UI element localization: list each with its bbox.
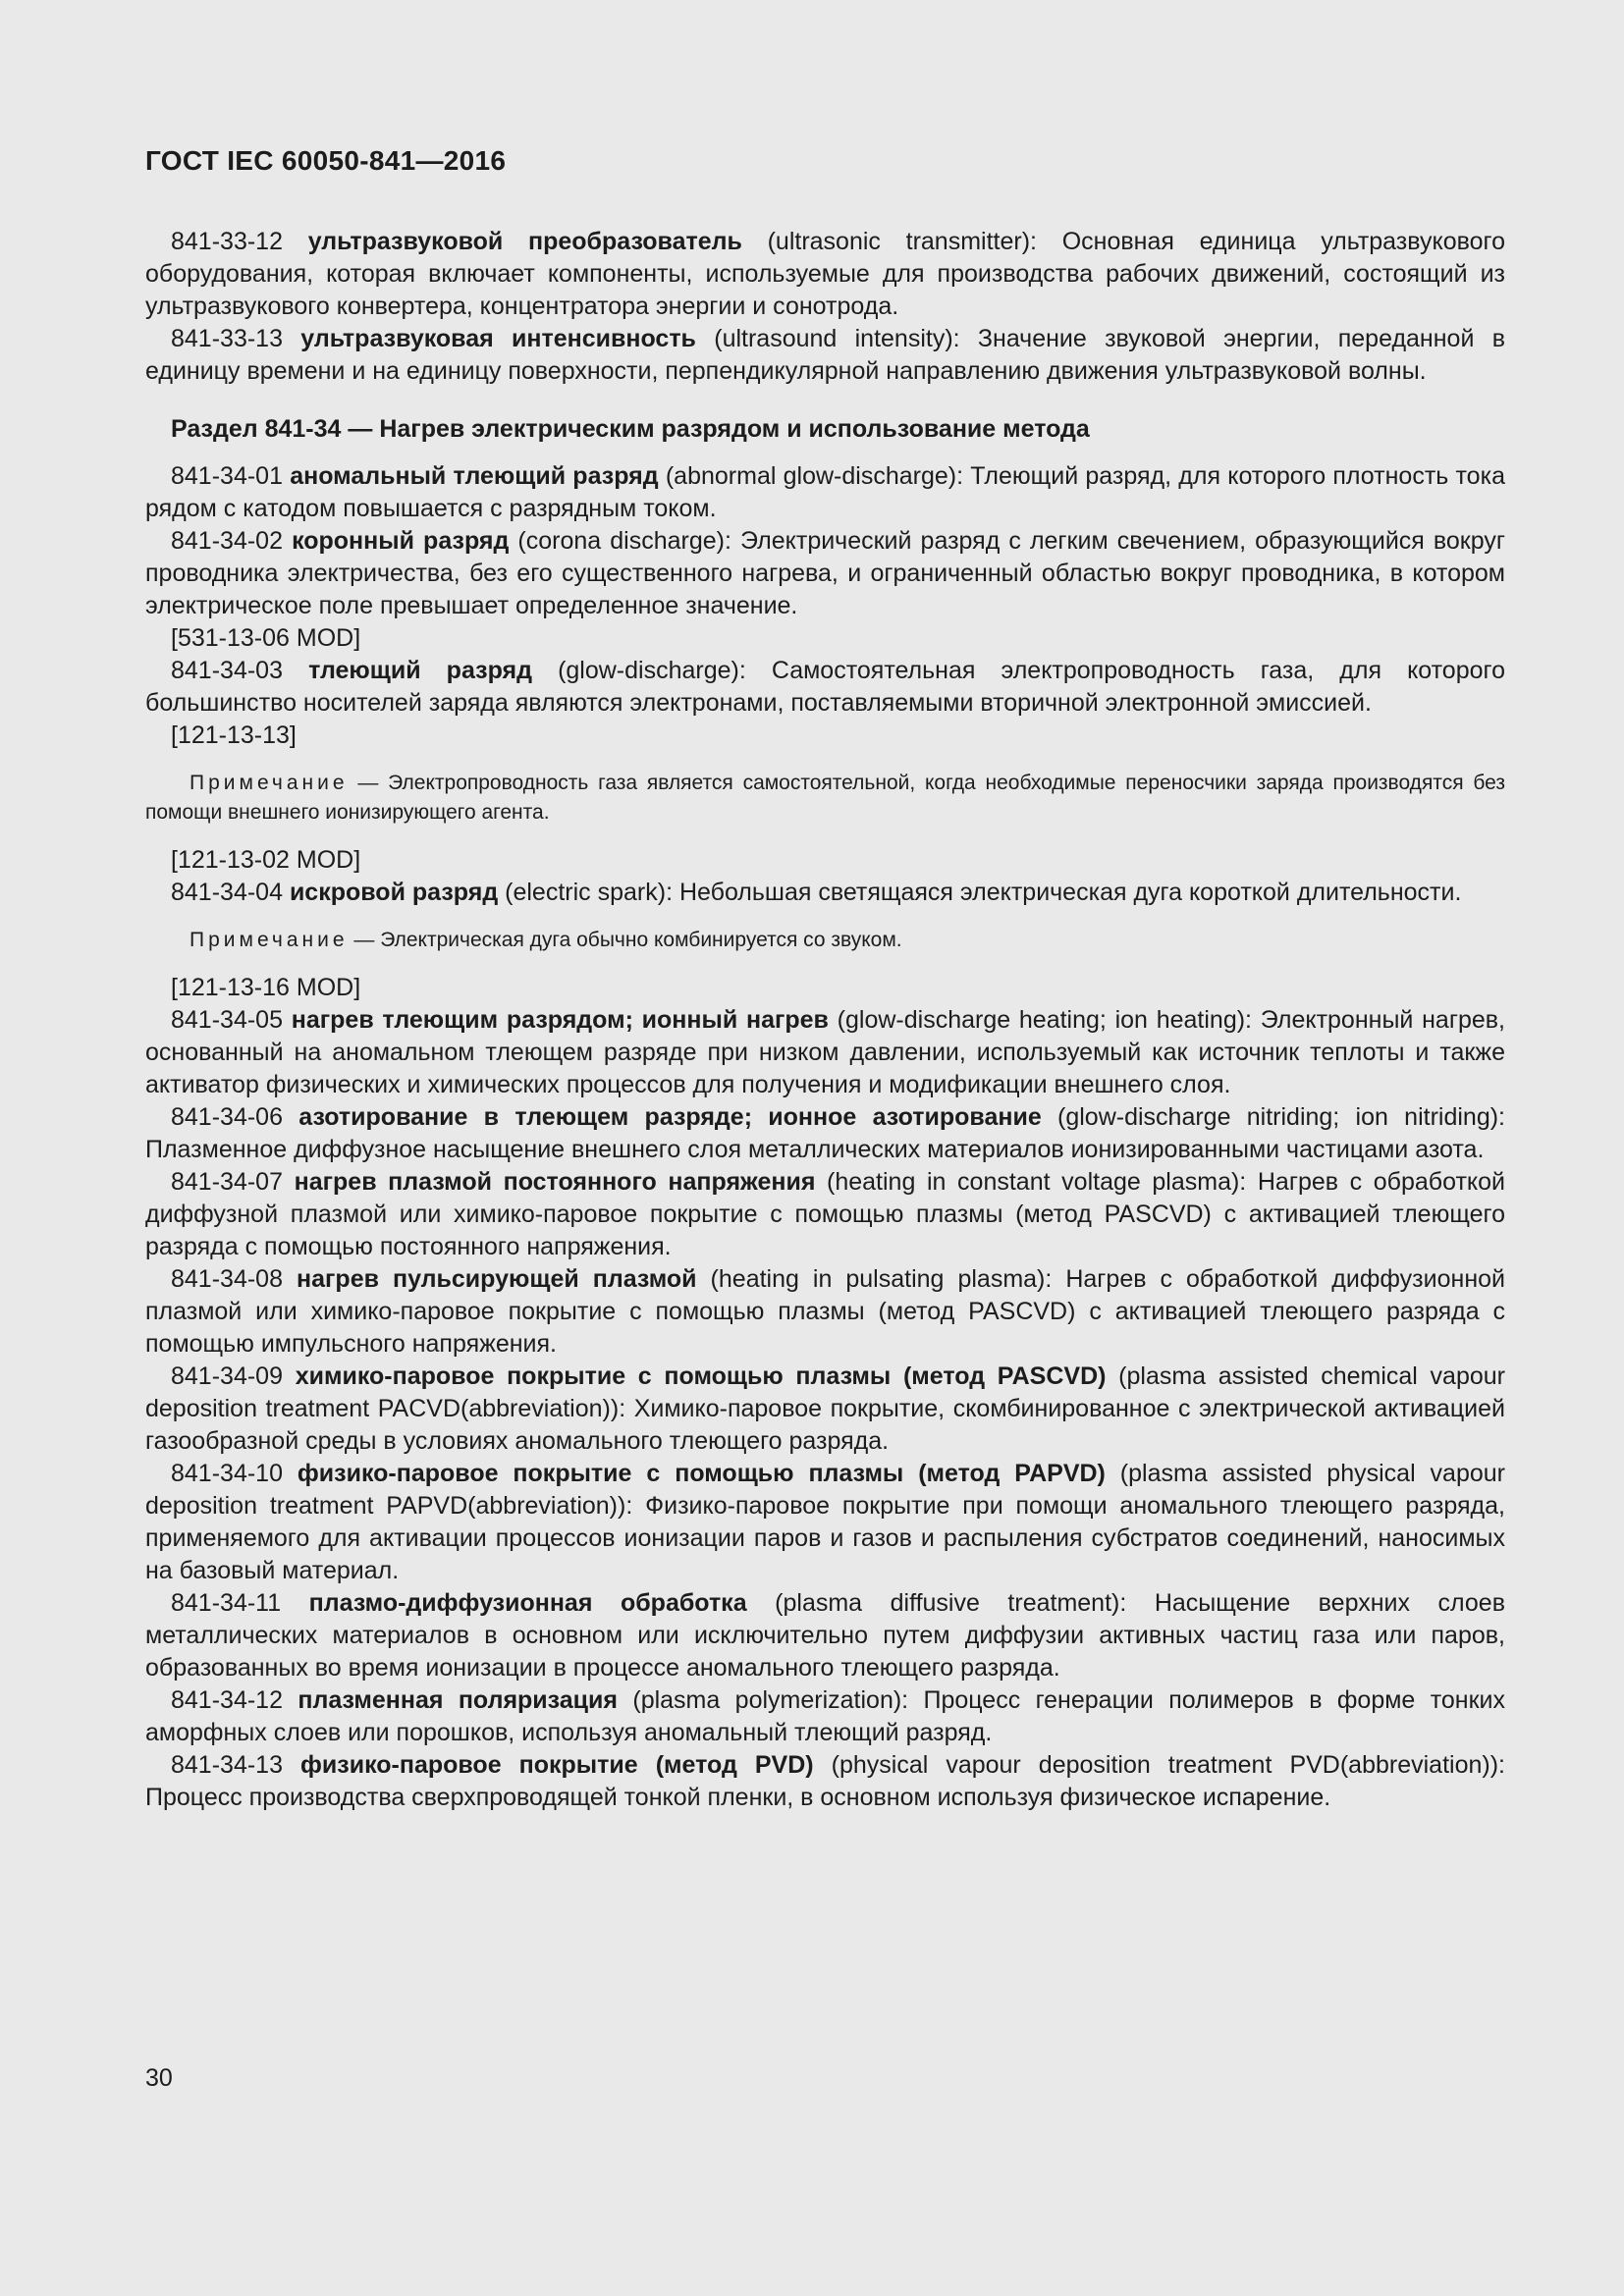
note-label: Примечание [189,929,349,951]
term-definition: (ultrasonic transmitter): Основная единица ультразвукового оборудования, которая включает компоненты, используемые для производства рабочих движений, состоящий из ультразвукового конвертера, концентратора энергии и сонотрода. [145,228,1506,320]
term-entry-841-34-07 [145,1166,1505,1263]
source-reference: [121-13-13] [171,721,297,749]
term-name: азотирование в тлеющем разряде; ионное азотирование [298,1103,1042,1131]
term-entry-841-34-03 [145,655,1505,720]
term-entry-841-34-01 [145,460,1505,525]
term-definition: (plasma diffusive treatment): Насыщение верхних слоев металлических материалов в основном или исключительно путем диффузии активных частиц газа или паров, образованных во время ионизации в процессе аномального тлеющего разряда. [145,1589,1505,1682]
term-name: плазменная поляризация [298,1686,618,1714]
term-name: аномальный тлеющий разряд [290,462,659,490]
term-definition: (physical vapour deposition treatment PVD(abbreviation)): Процесс производства сверхпроводящей тонкой пленки, в основном используя физическое испарение. [145,1751,1505,1811]
term-name: химико-паровое покрытие с помощью плазмы (метод PASCVD) [295,1362,1107,1390]
term-number: 841-34-12 [171,1686,283,1714]
term-definition: (glow-discharge nitriding; ion nitriding): Плазменное диффузное насыщение внешнего слоя металлических материалов ионизированными частицами азота. [145,1103,1505,1163]
term-entry-841-34-13 [145,1749,1505,1814]
note [145,769,1505,828]
term-name: искровой разряд [289,879,499,906]
term-entry-841-34-10 [145,1458,1505,1587]
term-definition: (plasma polymerization): Процесс генерации полимеров в форме тонких аморфных слоев или порошков, используя аномальный тлеющий разряд. [145,1686,1505,1746]
term-name: плазмо-диффузионная обработка [308,1589,747,1617]
term-entry-841-34-06 [145,1101,1505,1166]
term-definition: (heating in constant voltage plasma): Нагрев с обработкой диффузной плазмой или химико-паровое покрытие с помощью плазмы (метод PASCVD) с активацией тлеющего разряда с помощью постоянного напряжения. [145,1168,1505,1260]
term-number: 841-33-12 [171,228,283,255]
term-number: 841-34-09 [171,1362,283,1390]
source-reference: [121-13-02 MOD] [171,846,361,874]
note-text: — Электропроводность газа является самостоятельной, когда необходимые переносчики заряда производятся без помощи внешнего ионизирующего агента. [145,772,1505,824]
term-number: 841-34-10 [171,1460,283,1487]
term-number: 841-34-13 [171,1751,283,1779]
term-name: нагрев тлеющим разрядом; ионный нагрев [291,1006,829,1034]
term-name: ультразвуковая интенсивность [300,325,696,352]
term-number: 841-34-11 [171,1589,282,1617]
term-definition: (heating in pulsating plasma): Нагрев с обработкой диффузионной плазмой или химико-паровое покрытие с помощью плазмы (метод PASCVD) с активацией тлеющего разряда с помощью импульсного напряжения. [145,1265,1505,1358]
source-reference: [531-13-06 MOD] [171,624,361,652]
term-entry-841-34-08 [145,1263,1505,1361]
term-name: физико-паровое покрытие с помощью плазмы (метод PAPVD) [297,1460,1106,1487]
term-number: 841-34-03 [171,657,283,684]
term-entry-841-34-05 [145,1004,1505,1101]
term-number: 841-34-02 [171,527,283,555]
term-definition: (corona discharge): Электрический разряд с легким свечением, образующийся вокруг проводника электричества, без его существенного нагрева, и ограниченный областью вокруг проводника, в котором электрическое поле превышает определенное значение. [145,527,1505,619]
term-name: нагрев пульсирующей плазмой [297,1265,697,1293]
term-number: 841-34-08 [171,1265,283,1293]
term-entry-841-34-09 [145,1361,1505,1458]
term-name: нагрев плазмой постоянного напряжения [294,1168,816,1196]
note-text: — Электрическая дуга обычно комбинируется со звуком. [348,929,902,951]
term-name: ультразвуковой преобразователь [307,228,742,255]
term-definition: (ultrasound intensity): Значение звуковой энергии, переданной в единицу времени и на единицу поверхности, перпендикулярной направлению движения ультразвуковой волны. [145,325,1505,385]
page-content [145,226,1505,1814]
term-definition: (plasma assisted physical vapour deposition treatment PAPVD(abbreviation)): Физико-паровое покрытие при помощи аномального тлеющего разряда, применяемого для активации процессов ионизации паров и газов и распыления субстратов соединений, наносимых на базовый материал. [145,1460,1505,1584]
term-name: физико-паровое покрытие (метод PVD) [300,1751,814,1779]
section-heading: Раздел 841-34 — Нагрев электрическим разрядом и использование метода [171,415,1090,443]
term-number: 841-34-04 [171,879,283,906]
term-definition: (electric spark): Небольшая светящаяся электрическая дуга короткой длительности. [498,879,1462,906]
term-number: 841-34-05 [171,1006,283,1034]
term-number: 841-34-01 [171,462,283,490]
term-definition: (glow-discharge heating; ion heating): Электронный нагрев, основанный на аномальном тлеющем разряде при низком давлении, используемый как источник теплоты и также активатор физических и химических процессов для получения и модификации внешнего слоя. [145,1006,1505,1098]
term-definition: (plasma assisted chemical vapour deposition treatment PACVD(abbreviation)): Химико-паровое покрытие, скомбинированное с электрической активацией газообразной среды в условиях аномального тлеющего разряда. [145,1362,1505,1455]
source-reference: [121-13-16 MOD] [171,974,361,1001]
term-entry-841-33-12 [145,226,1505,323]
term-number: 841-34-07 [171,1168,283,1196]
term-number: 841-33-13 [171,325,283,352]
term-entry-841-34-12 [145,1684,1505,1749]
term-definition: (abnormal glow-discharge): Тлеющий разряд, для которого плотность тока рядом с катодом повышается с разрядным током. [145,462,1505,522]
term-entry-841-34-11 [145,1587,1505,1684]
term-name: коронный разряд [292,527,510,555]
term-entry-841-34-02 [145,525,1505,622]
term-name: тлеющий разряд [308,657,532,684]
note [145,926,1505,955]
term-number: 841-34-06 [171,1103,283,1131]
term-entry-841-34-04 [145,877,1505,909]
term-entry-841-33-13 [145,323,1505,388]
running-header: ГОСТ IEC 60050-841—2016 [145,145,507,176]
page-number: 30 [145,2064,173,2092]
term-definition: (glow-discharge): Самостоятельная электропроводность газа, для которого большинство носителей заряда являются электронами, поставляемыми вторичной электронной эмиссией. [145,657,1505,717]
note-label: Примечание [189,772,349,794]
